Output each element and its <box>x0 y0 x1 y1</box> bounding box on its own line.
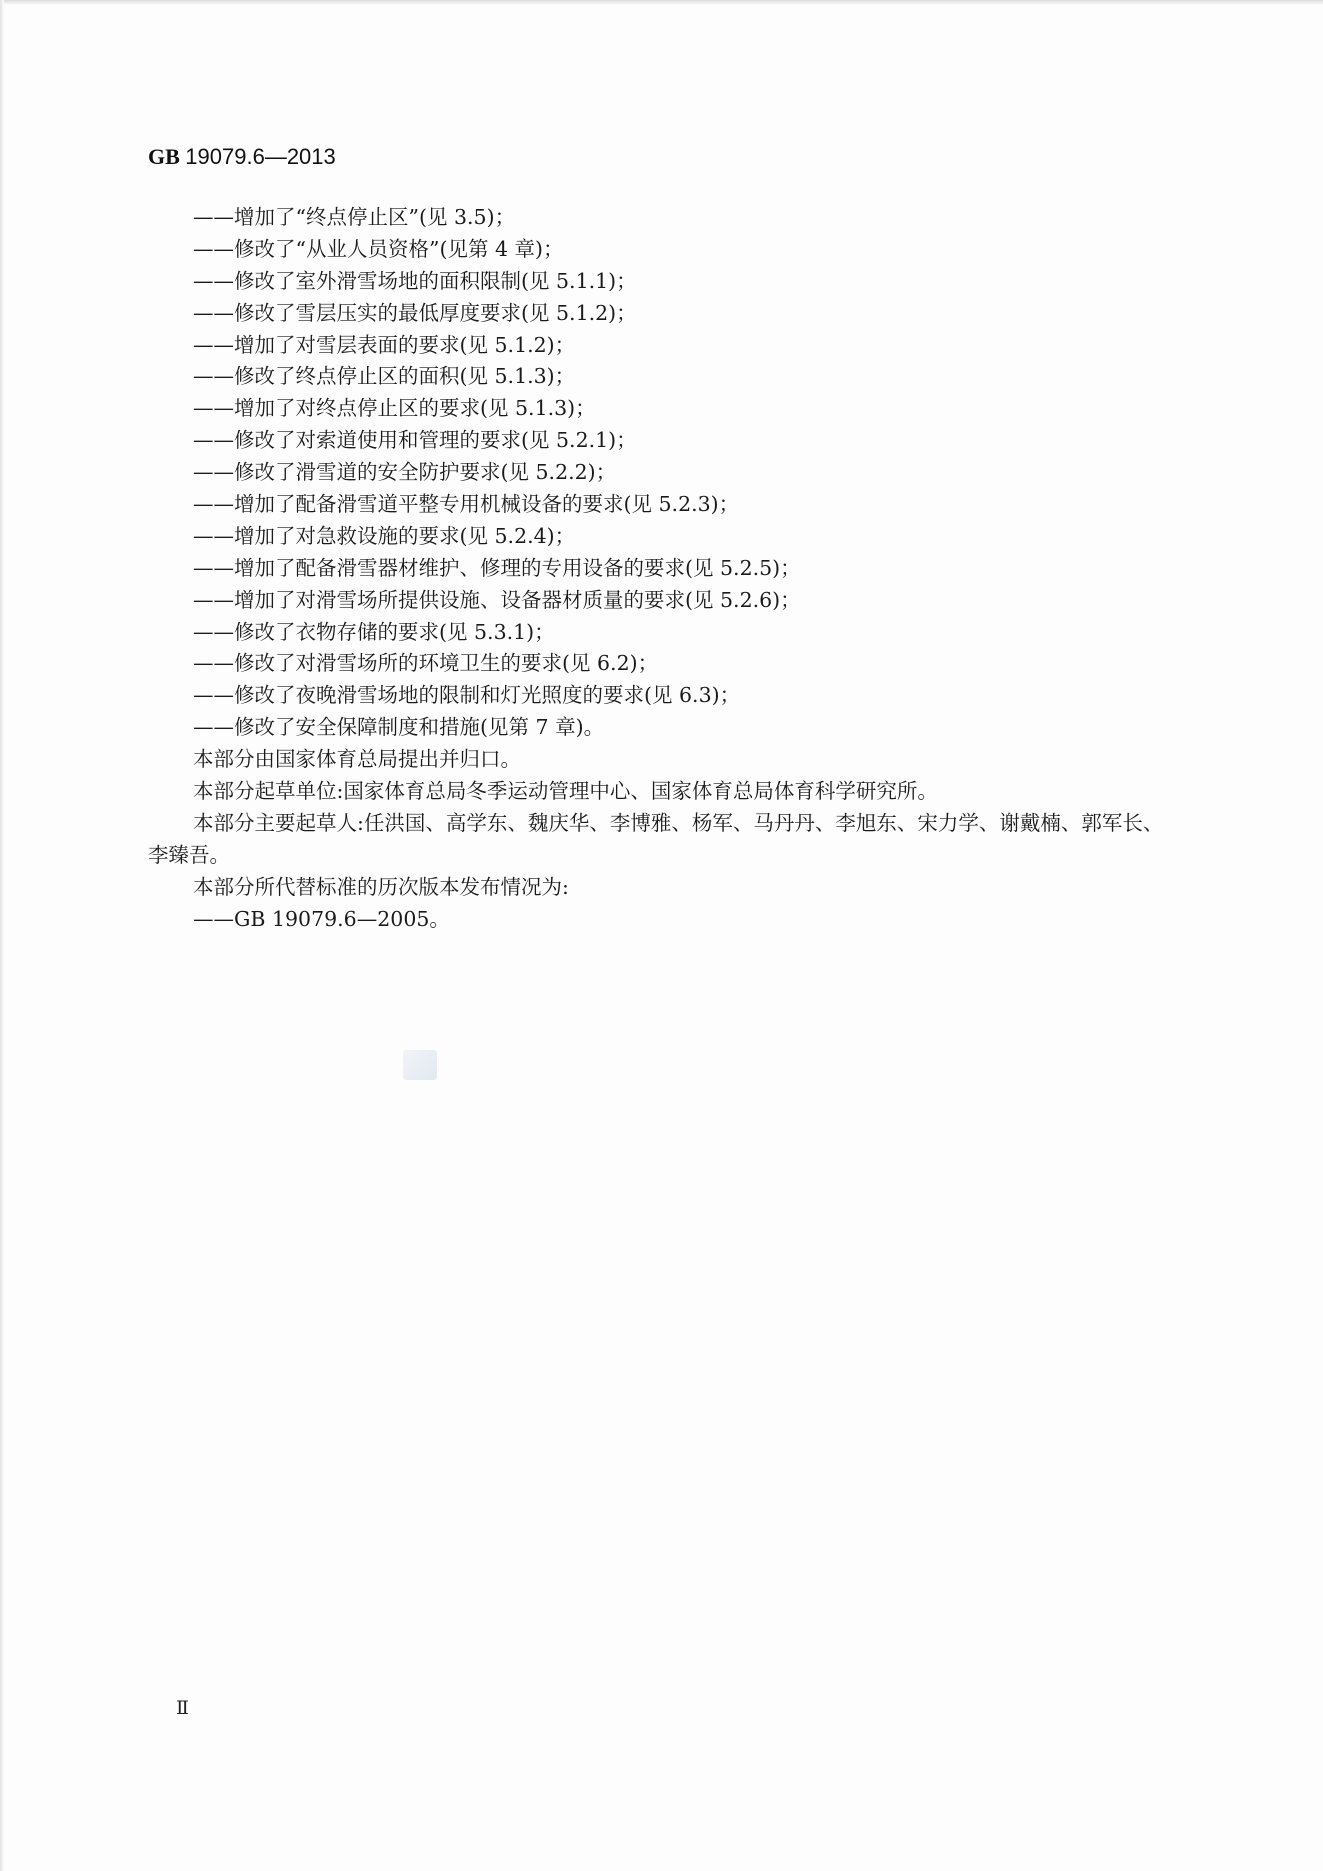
change-item: ——修改了安全保障制度和措施(见第 7 章)。 <box>193 715 605 740</box>
change-item: ——增加了配备滑雪器材维护、修理的专用设备的要求(见 5.2.5)； <box>193 555 801 580</box>
change-item: ——修改了对索道使用和管理的要求(见 5.2.1)； <box>193 428 637 453</box>
scan-edge-left <box>0 0 4 1871</box>
change-item: ——修改了“从业人员资格”(见第 4 章)； <box>193 236 564 261</box>
standard-number: 19079.6—2013 <box>185 144 336 169</box>
change-item: ——增加了对雪层表面的要求(见 5.1.2)； <box>193 332 576 357</box>
history-item: ——GB 19079.6—2005。 <box>193 906 450 931</box>
change-item: ——增加了对急救设施的要求(见 5.2.4)； <box>193 523 576 548</box>
change-item: ——修改了雪层压实的最低厚度要求(见 5.1.2)； <box>193 300 637 325</box>
page-number: Ⅱ <box>176 1698 189 1719</box>
standard-code: GB <box>148 144 180 169</box>
proposer-paragraph: 本部分由国家体育总局提出并归口。 <box>193 747 521 772</box>
change-item: ——修改了夜晚滑雪场地的限制和灯光照度的要求(见 6.3)； <box>193 683 741 708</box>
scan-edge-top <box>0 0 1323 5</box>
change-item: ——修改了室外滑雪场地的面积限制(见 5.1.1)； <box>193 268 637 293</box>
drafters-paragraph-line2: 李臻吾。 <box>148 842 230 867</box>
change-item: ——修改了滑雪道的安全防护要求(见 5.2.2)； <box>193 460 617 485</box>
change-item: ——增加了对滑雪场所提供设施、设备器材质量的要求(见 5.2.6)； <box>193 587 801 612</box>
drafters-paragraph-line1: 本部分主要起草人:任洪国、高学东、魏庆华、李博雅、杨军、马丹丹、李旭东、宋力学、谢戴楠、郭军长、 <box>193 810 1164 835</box>
watermark-mark <box>403 1050 437 1080</box>
change-item: ——增加了配备滑雪道平整专用机械设备的要求(见 5.2.3)； <box>193 492 740 517</box>
standard-header <box>148 142 336 172</box>
change-item: ——修改了终点停止区的面积(见 5.1.3)； <box>193 364 576 389</box>
document-body <box>148 202 1188 935</box>
history-intro-paragraph: 本部分所代替标准的历次版本发布情况为: <box>193 874 569 899</box>
change-item: ——修改了衣物存储的要求(见 5.3.1)； <box>193 619 555 644</box>
change-item: ——增加了对终点停止区的要求(见 5.1.3)； <box>193 396 596 421</box>
drafting-units-paragraph: 本部分起草单位:国家体育总局冬季运动管理中心、国家体育总局体育科学研究所。 <box>193 779 938 804</box>
change-item: ——修改了对滑雪场所的环境卫生的要求(见 6.2)； <box>193 651 659 676</box>
change-item: ——增加了“终点停止区”(见 3.5)； <box>193 205 516 229</box>
